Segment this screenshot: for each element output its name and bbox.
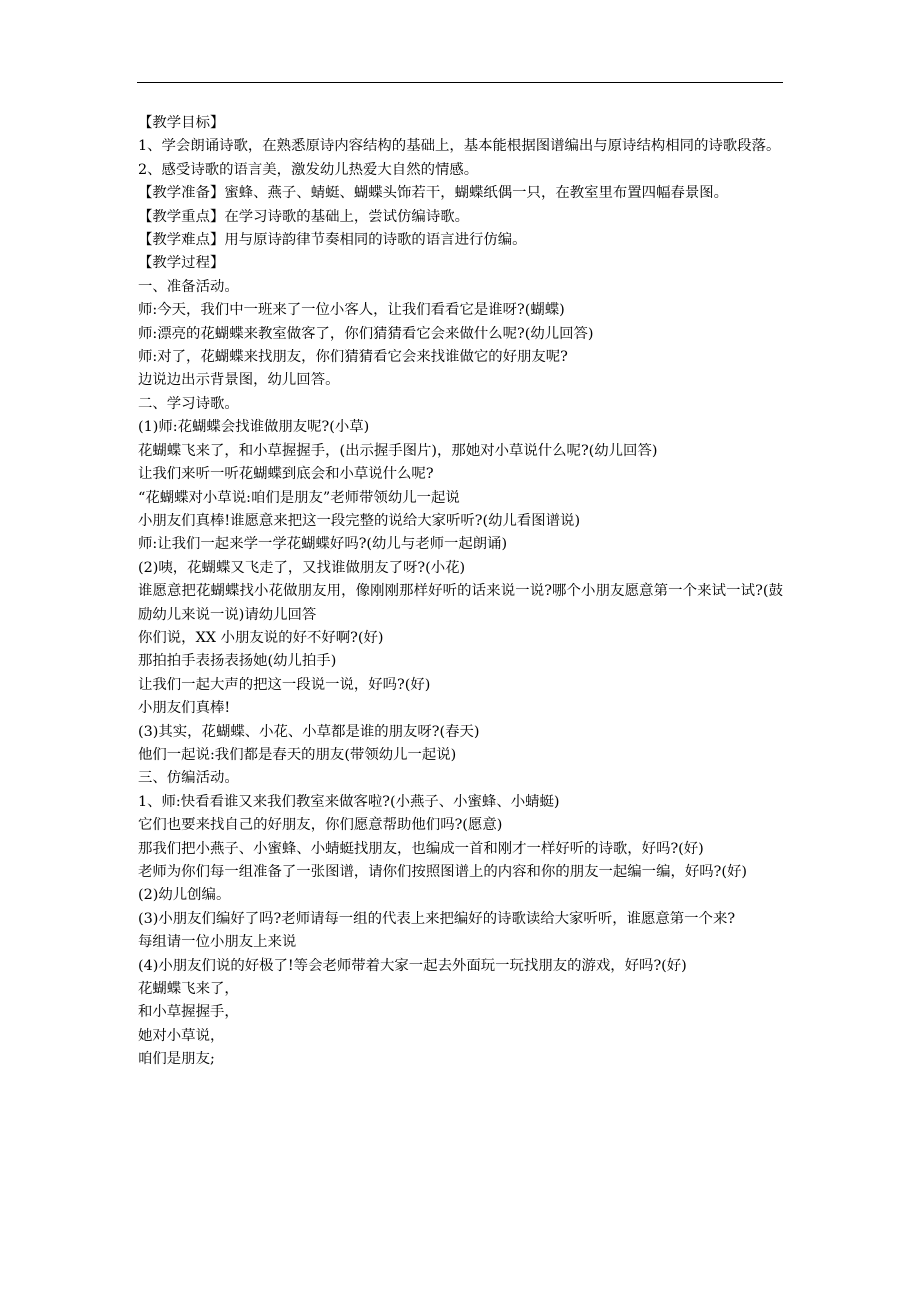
text-line: 花蝴蝶飞来了，	[138, 981, 239, 998]
text-line: 让我们来听一听花蝴蝶到底会和小草说什么呢?	[138, 466, 434, 483]
paragraph: 老师为你们每一组准备了一张图谱，请你们按照图谱上的内容和你的朋友一起编一编，好吗?(好)	[138, 864, 747, 880]
text-line: (2)咦，花蝴蝶又飞走了，又找谁做朋友了呀?(小花)	[138, 559, 466, 576]
text-line: 1、师:快看看谁又来我们教室来做客啦?(小燕子、小蜜蜂、小蜻蜓)	[138, 793, 560, 810]
text-line: 那拍拍手表扬表扬她(幼儿拍手)	[138, 653, 337, 670]
text-line: 她对小草说，	[138, 1027, 225, 1044]
text-line: (4)小朋友们说的好极了!等会老师带着大家一起去外面玩一玩找朋友的游戏，好吗?(好)	[138, 957, 687, 974]
text-line: 咱们是朋友;	[138, 1051, 215, 1068]
text-line: 他们一起说:我们都是春天的朋友(带领幼儿一起说)	[138, 746, 457, 763]
text-line: 师:今天，我们中一班来了一位小客人，让我们看看它是谁呀?(蝴蝶)	[138, 302, 565, 319]
text-line: 【教学过程】	[138, 255, 225, 272]
text-line: 师:让我们一起来学一学花蝴蝶好吗?(幼儿与老师一起朗诵)	[138, 536, 508, 553]
text-line: 【教学难点】用与原诗韵律节奏相同的诗歌的语言进行仿编。	[138, 232, 527, 249]
text-line: 边说边出示背景图，幼儿回答。	[138, 372, 340, 389]
text-line: 花蝴蝶飞来了，和小草握握手，(出示握手图片)，那她对小草说什么呢?(幼儿回答)	[138, 442, 658, 459]
text-line: “花蝴蝶对小草说:咱们是朋友”老师带领幼儿一起说	[138, 489, 460, 506]
text-line: (2)幼儿创编。	[138, 887, 231, 904]
text-line: (3)其实，花蝴蝶、小花、小草都是谁的朋友呀?(春天)	[138, 723, 480, 740]
text-line: 二、学习诗歌。	[138, 395, 239, 412]
text-line: 每组请一位小朋友上来说	[138, 934, 297, 951]
text-line: 它们也要来找自己的好朋友，你们愿意帮助他们吗?(愿意)	[138, 817, 503, 834]
paragraph: (3)小朋友们编好了吗?老师请每一组的代表上来把编好的诗歌读给大家听听，谁愿意第一个来?	[138, 910, 736, 927]
text-line: 小朋友们真棒!谁愿意来把这一段完整的说给大家听听?(幼儿看图谱说)	[138, 512, 581, 529]
document-body	[138, 112, 783, 1072]
text-line: 你们说，XX 小朋友说的好不好啊?(好)	[138, 629, 384, 646]
text-line: 【教学重点】在学习诗歌的基础上，尝试仿编诗歌。	[138, 208, 469, 225]
text-line: 【教学准备】蜜蜂、燕子、蜻蜓、蝴蝶头饰若干，蝴蝶纸偶一只，在教室里布置四幅春景图。	[138, 185, 729, 202]
text-line: 【教学目标】	[138, 115, 225, 131]
text-line: 那我们把小燕子、小蜜蜂、小蜻蜓找朋友，也编成一首和刚才一样好听的诗歌，好吗?(好)	[138, 840, 704, 857]
text-line: 小朋友们真棒!	[138, 700, 231, 717]
text-line: 让我们一起大声的把这一段说一说，好吗?(好)	[138, 676, 431, 693]
text-line: 师:对了，花蝴蝶来找朋友，你们猜猜看它会来找谁做它的好朋友呢?	[138, 349, 568, 366]
text-line: (1)师:花蝴蝶会找谁做朋友呢?(小草)	[138, 419, 370, 436]
text-line: 一、准备活动。	[138, 278, 239, 295]
text-line: 和小草握握手，	[138, 1004, 239, 1021]
header-rule	[137, 82, 783, 83]
paragraph: 1、学会朗诵诗歌，在熟悉原诗内容结构的基础上，基本能根据图谱编出与原诗结构相同的诗歌段落。	[138, 138, 781, 155]
paragraph: 谁愿意把花蝴蝶找小花做朋友用，像刚刚那样好听的话来说一说?哪个小朋友愿意第一个来试一试?(鼓励幼儿来说一说)请幼儿回答	[138, 583, 783, 623]
text-line: 2、感受诗歌的语言美，激发幼儿热爱大自然的情感。	[138, 161, 479, 178]
text-line: 师:漂亮的花蝴蝶来教室做客了，你们猜猜看它会来做什么呢?(幼儿回答)	[138, 325, 594, 342]
text-line: 三、仿编活动。	[138, 770, 239, 787]
